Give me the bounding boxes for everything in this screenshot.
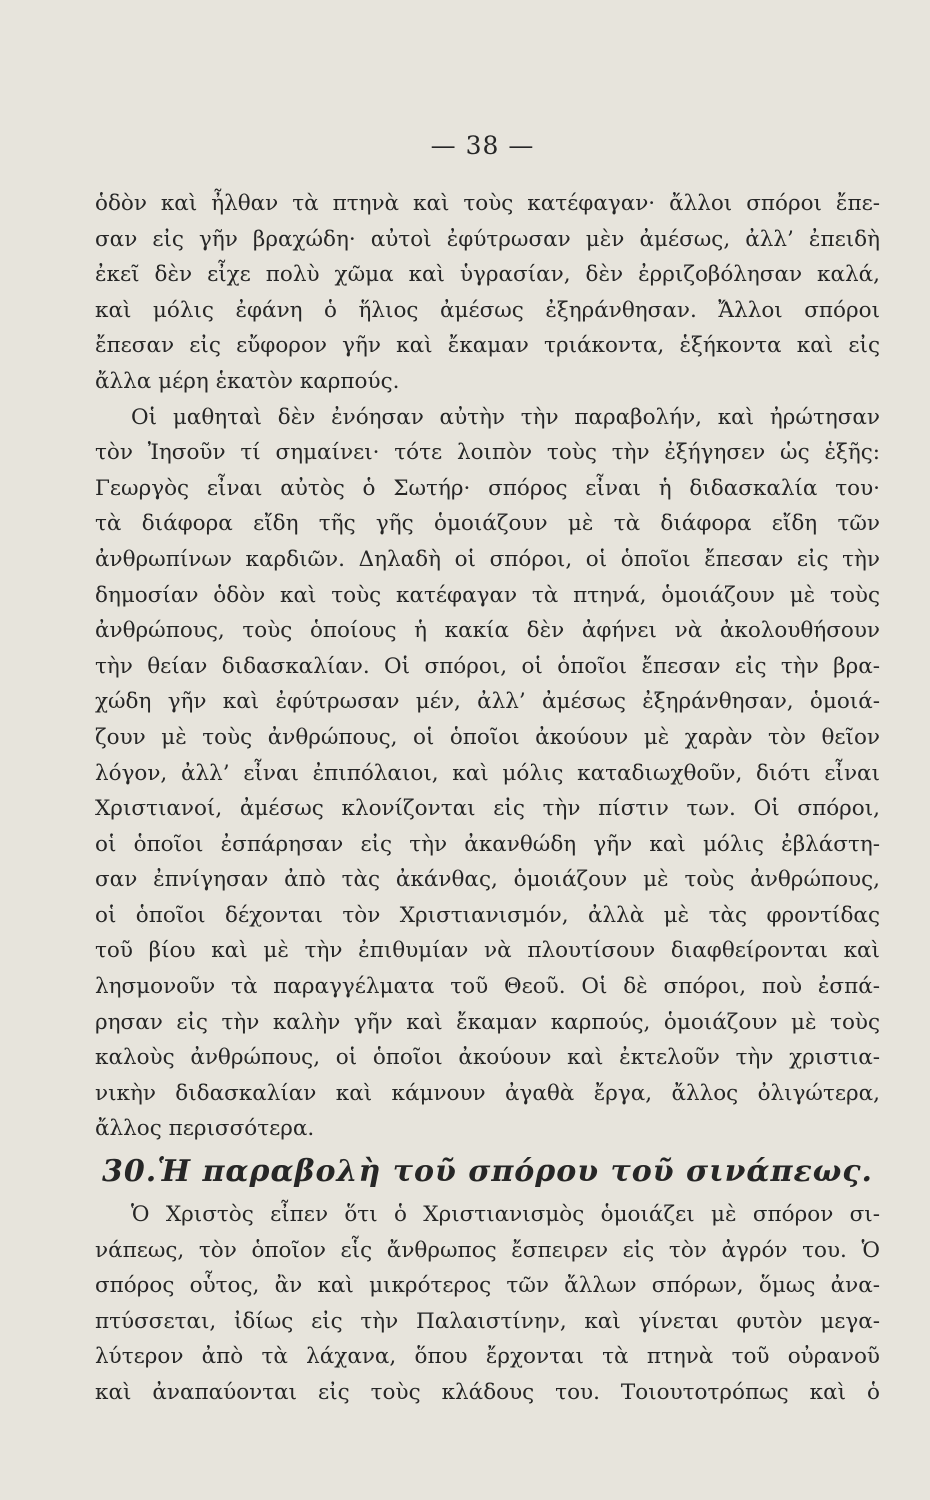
text-line: τὰ διάφορα εἴδη τῆς γῆς ὁμοιάζουν μὲ τὰ διάφορα εἴδη τῶν bbox=[95, 511, 880, 537]
page-number: — 38 — bbox=[430, 131, 535, 160]
text-line: σαν εἰς γῆν βραχώδη· αὐτοὶ ἐφύτρωσαν μὲν ἀμέσως, ἀλλ’ ἐπειδὴ bbox=[95, 226, 880, 252]
text-line: ἐκεῖ δὲν εἶχε πολὺ χῶμα καὶ ὑγρασίαν, δὲν ἐρριζοβόλησαν καλά, bbox=[95, 262, 880, 288]
text-line: δημοσίαν ὁδὸν καὶ τοὺς κατέφαγαν τὰ πτηνά, ὁμοιάζουν μὲ τοὺς bbox=[95, 582, 880, 608]
text-line: ἀνθρώπους, τοὺς ὁποίους ἡ κακία δὲν ἀφήνει νὰ ἀκολουθήσουν bbox=[95, 618, 880, 644]
text-line: τὸν Ἰησοῦν τί σημαίνει· τότε λοιπὸν τοὺς τὴν ἐξήγησεν ὡς ἑξῆς: bbox=[95, 440, 880, 466]
text-line: καὶ μόλις ἐφάνη ὁ ἥλιος ἀμέσως ἐξηράνθησαν. Ἄλλοι σπόροι bbox=[95, 297, 880, 323]
text-line: οἱ ὁποῖοι δέχονται τὸν Χριστιανισμόν, ἀλλὰ μὲ τὰς φροντίδας bbox=[95, 902, 880, 928]
text-line: ζουν μὲ τοὺς ἀνθρώπους, οἱ ὁποῖοι ἀκούουν μὲ χαρὰν τὸν θεῖον bbox=[95, 724, 880, 750]
text-line: Γεωργὸς εἶναι αὐτὸς ὁ Σωτήρ· σπόρος εἶναι ἡ διδασκαλία του· bbox=[95, 475, 880, 501]
text-line: λύτερον ἀπὸ τὰ λάχανα, ὅπου ἔρχονται τὰ πτηνὰ τοῦ οὐρανοῦ bbox=[95, 1344, 880, 1370]
text-line: ἀνθρωπίνων καρδιῶν. Δηλαδὴ οἱ σπόροι, οἱ ὁποῖοι ἔπεσαν εἰς τὴν bbox=[95, 546, 880, 572]
text-line: ἔπεσαν εἰς εὔφορον γῆν καὶ ἔκαμαν τριάκοντα, ἑξήκοντα καὶ εἰς bbox=[95, 333, 880, 359]
section-heading: 30.Ἡ παραβολὴ τοῦ σπόρου τοῦ σινάπεως. bbox=[102, 1154, 873, 1190]
text-line: ἄλλος περισσότερα. bbox=[95, 1116, 315, 1142]
text-line: Χριστιανοί, ἀμέσως κλονίζονται εἰς τὴν πίστιν των. Οἱ σπόροι, bbox=[95, 796, 880, 822]
text-line: οἱ ὁποῖοι ἐσπάρησαν εἰς τὴν ἀκανθώδη γῆν καὶ μόλις ἐβλάστη- bbox=[95, 831, 880, 857]
text-line: τοῦ βίου καὶ μὲ τὴν ἐπιθυμίαν νὰ πλουτίσουν διαφθείρονται καὶ bbox=[95, 938, 880, 964]
paragraph-1 bbox=[95, 186, 880, 400]
paragraph-2 bbox=[95, 400, 880, 1147]
text-line: σπόρος οὗτος, ἂν καὶ μικρότερος τῶν ἄλλων σπόρων, ὅμως ἀνα- bbox=[95, 1273, 880, 1299]
text-line: ἄλλα μέρη ἑκατὸν καρπούς. bbox=[95, 368, 400, 394]
text-line: ὁδὸν καὶ ἦλθαν τὰ πτηνὰ καὶ τοὺς κατέφαγαν· ἄλλοι σπόροι ἔπε- bbox=[95, 191, 880, 216]
text-line: νάπεως, τὸν ὁποῖον εἷς ἄνθρωπος ἔσπειρεν εἰς τὸν ἀγρόν του. Ὁ bbox=[95, 1237, 880, 1263]
text-line: Ὁ Χριστὸς εἶπεν ὅτι ὁ Χριστιανισμὸς ὁμοιάζει μὲ σπόρον σι- bbox=[131, 1202, 880, 1228]
text-line: λησμονοῦν τὰ παραγγέλματα τοῦ Θεοῦ. Οἱ δὲ σπόροι, ποὺ ἐσπά- bbox=[95, 974, 880, 1000]
text-line: λόγον, ἀλλ’ εἶναι ἐπιπόλαιοι, καὶ μόλις καταδιωχθοῦν, διότι εἶναι bbox=[95, 760, 880, 786]
text-line: χώδη γῆν καὶ ἐφύτρωσαν μέν, ἀλλ’ ἀμέσως ἐξηράνθησαν, ὁμοιά- bbox=[95, 689, 880, 715]
text-line: σαν ἐπνίγησαν ἀπὸ τὰς ἀκάνθας, ὁμοιάζουν μὲ τοὺς ἀνθρώπους, bbox=[95, 867, 880, 893]
text-line: νικὴν διδασκαλίαν καὶ κάμνουν ἀγαθὰ ἔργα, ἄλλος ὀλιγώτερα, bbox=[95, 1080, 880, 1106]
text-line: Οἱ μαθηταὶ δὲν ἐνόησαν αὐτὴν τὴν παραβολήν, καὶ ἠρώτησαν bbox=[131, 404, 880, 430]
text-line: καὶ ἀναπαύονται εἰς τοὺς κλάδους του. Τοιουτοτρόπως καὶ ὁ bbox=[95, 1380, 880, 1405]
text-line: τὴν θείαν διδασκαλίαν. Οἱ σπόροι, οἱ ὁποῖοι ἔπεσαν εἰς τὴν βρα- bbox=[95, 653, 880, 679]
paragraph-3 bbox=[95, 1197, 880, 1411]
text-line: πτύσσεται, ἰδίως εἰς τὴν Παλαιστίνην, καὶ γίνεται φυτὸν μεγα- bbox=[95, 1308, 880, 1334]
text-line: καλοὺς ἀνθρώπους, οἱ ὁποῖοι ἀκούουν καὶ ἐκτελοῦν τὴν χριστια- bbox=[95, 1045, 880, 1071]
text-block bbox=[95, 186, 880, 1411]
text-line: ρησαν εἰς τὴν καλὴν γῆν καὶ ἔκαμαν καρπούς, ὁμοιάζουν μὲ τοὺς bbox=[95, 1009, 880, 1035]
